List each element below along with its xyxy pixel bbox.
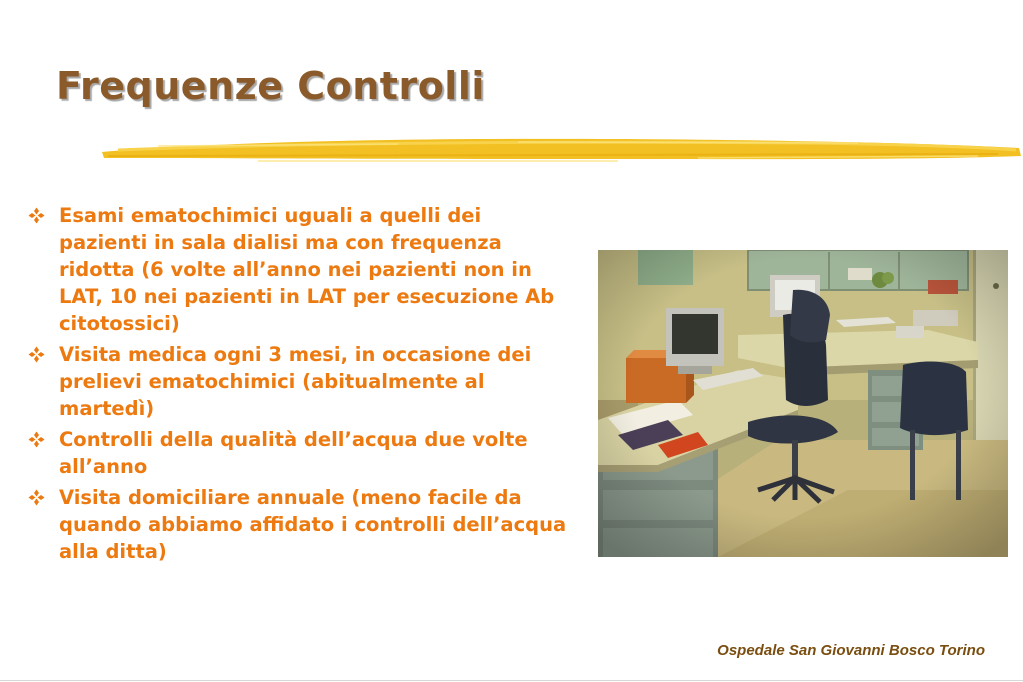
bullet-text: Visita domiciliare annuale (meno facile da quando abbiamo affidato i controlli dell’acqua alla ditta) (59, 486, 567, 563)
diamond-bullet-icon (28, 431, 45, 448)
bullet-item (28, 484, 576, 565)
diamond-bullet-icon (28, 489, 45, 506)
diamond-bullet-icon (28, 346, 45, 363)
footer-credit: Ospedale San Giovanni Bosco Torino (717, 642, 985, 659)
bullet-list (28, 202, 576, 569)
footer-divider (0, 680, 1023, 681)
yellow-brush-stroke (98, 128, 1023, 168)
bullet-text: Visita medica ogni 3 mesi, in occasione dei prelievi ematochimici (abitualmente al martedì) (59, 343, 532, 420)
diamond-bullet-icon (28, 207, 45, 224)
office-photo (598, 250, 1008, 557)
bullet-text: Esami ematochimici uguali a quelli dei pazienti in sala dialisi ma con frequenza ridotta (6 volte all’anno nei pazienti non in LAT, 10 nei pazienti in LAT per esecuzione Ab citotossici) (59, 204, 555, 335)
bullet-item (28, 341, 576, 422)
bullet-item (28, 202, 576, 337)
slide-title: Frequenze Controlli (56, 64, 485, 108)
bullet-text: Controlli della qualità dell’acqua due volte all’anno (59, 428, 528, 478)
bullet-item (28, 426, 576, 480)
